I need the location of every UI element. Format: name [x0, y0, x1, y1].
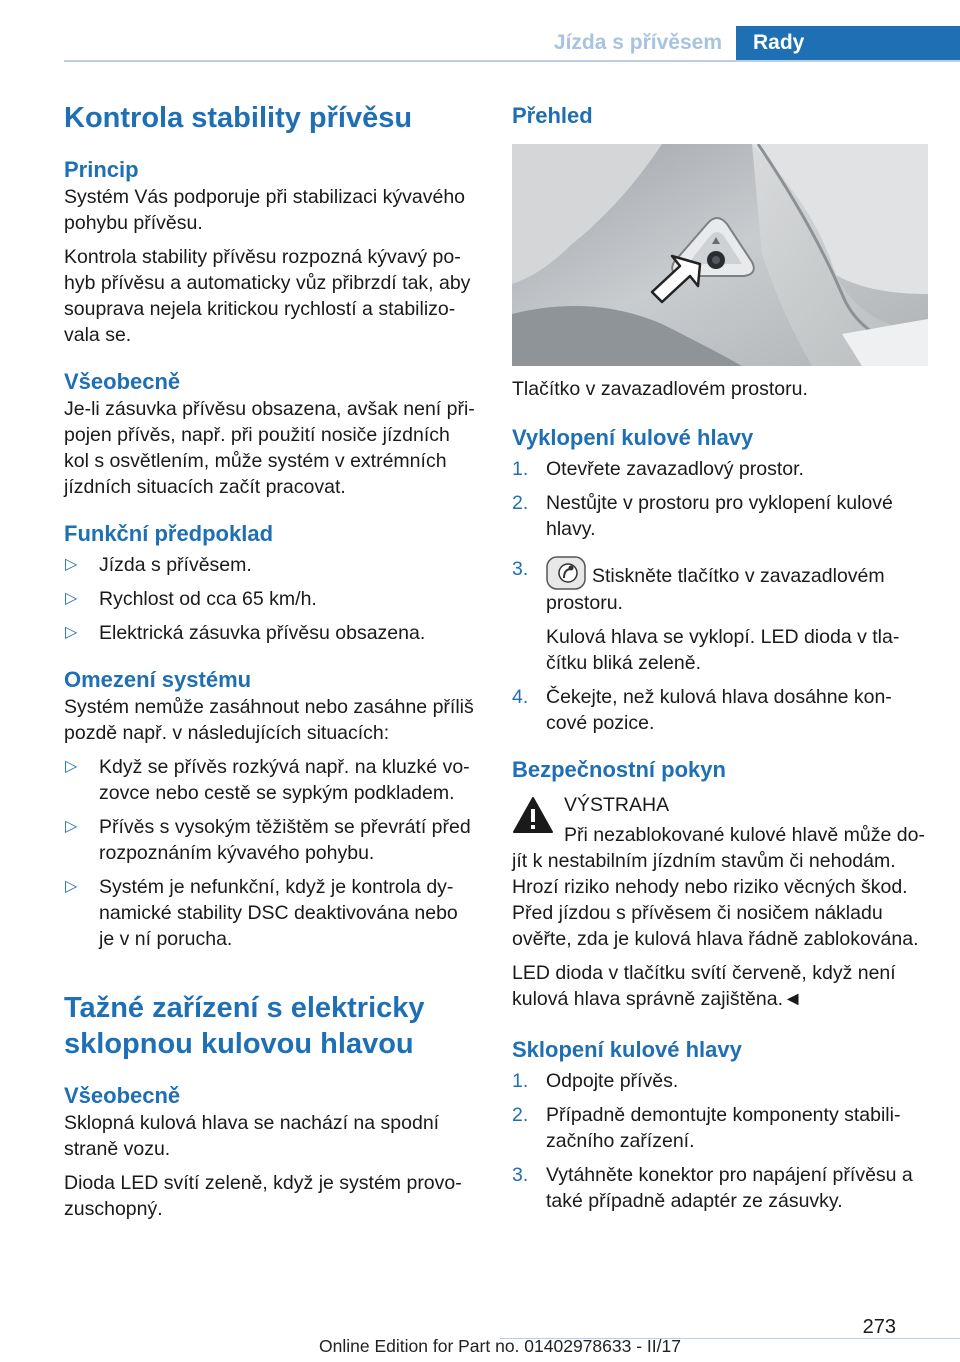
heading-principle: Princip	[64, 157, 139, 182]
list-item: ▷ Když se přívěs rozkývá např. na kluzké vo‐ zovce nebo cestě se sypkým podkladem.	[65, 756, 470, 804]
list-item: 4. Čekejte, než kulová hlava dosáhne kon‐ cové pozice.	[512, 686, 892, 734]
right-column	[512, 100, 928, 1214]
list-item: ▷ Rychlost od cca 65 km/h.	[65, 588, 317, 610]
retract-steps-list	[512, 1068, 928, 1214]
triangle-bullet-icon: ▷	[65, 758, 78, 775]
triangle-bullet-icon: ▷	[65, 818, 78, 835]
warning-triangle-icon	[512, 796, 554, 839]
list-item: ▷ Jízda s přívěsem.	[65, 554, 252, 576]
triangle-bullet-icon: ▷	[65, 556, 78, 573]
figure-caption: Tlačítko v zavazadlovém prostoru.	[512, 378, 808, 400]
list-item: 1. Odpojte přívěs.	[512, 1070, 679, 1092]
heading-prerequisite: Funkční předpoklad	[64, 521, 274, 546]
triangle-bullet-icon: ▷	[65, 590, 78, 607]
heading-general: Všeobecně	[64, 369, 181, 394]
hitch-general-text-1: Sklopná kulová hlava se nachází na spodní straně vozu.	[64, 1112, 440, 1160]
general-text-1: Je-li zásuvka přívěsu obsazena, avšak není při‐ pojen přívěs, např. při použití nosiče jízdních kol s osvětlením, může systém v extrémních jízdních situacích začít pracovat.	[64, 398, 475, 498]
limits-text-1: Systém nemůže zasáhnout nebo zasáhne příliš pozdě např. v následujících situacích:	[64, 696, 474, 744]
extend-steps-list	[512, 456, 928, 736]
principle-text-2: Kontrola stability přívěsu rozpozná kývavý po‐ hyb přívěsu a automaticky vůz přibrzdí tak, aby souprava nejela kritickou rychlostí a stabilizo‐ vala se.	[64, 246, 471, 346]
warning-text: jít k nestabilním jízdním stavům či nehodám. Hrozí riziko nehody nebo riziko věcných škod. Před jízdou s přívěsem či nosičem nákladu ověřte, zda je kulová hlava řádně zablokována.	[512, 850, 919, 950]
triangle-bullet-icon: ▷	[65, 878, 78, 895]
list-item: ▷ Přívěs s vysokým těžištěm se převrátí před rozpoznáním kývavého pohybu.	[65, 816, 471, 864]
list-item: ▷ Systém je nefunkční, když je kontrola dy‐ namické stability DSC deaktivována nebo je v ní porucha.	[65, 876, 458, 950]
triangle-bullet-icon: ▷	[65, 624, 78, 641]
limits-list	[64, 754, 478, 952]
warning-label: VÝSTRAHA	[564, 794, 670, 816]
hitch-general-text-2: Dioda LED svítí zeleně, když je systém provo‐ zuschopný.	[64, 1172, 462, 1220]
heading-safety-note: Bezpečnostní pokyn	[512, 757, 726, 782]
prerequisite-list	[64, 552, 478, 646]
section-title-trailer-stability: Kontrola stability přívěsu	[64, 102, 413, 134]
towbar-button-icon	[546, 556, 586, 590]
header-divider	[64, 60, 960, 62]
trunk-button-illustration	[512, 144, 928, 366]
list-item: 1. Otevřete zavazadlový prostor.	[512, 458, 804, 480]
safety-text-2: LED dioda v tlačítku svítí červeně, když není kulová hlava správně zajištěna.◄	[512, 962, 896, 1010]
left-column	[64, 100, 478, 1222]
principle-text-1: Systém Vás podporuje při stabilizaci kývavého pohybu přívěsu.	[64, 186, 466, 234]
heading-overview: Přehled	[512, 103, 593, 128]
heading-extend-ball-head: Vyklopení kulové hlavy	[512, 425, 754, 450]
step-3-note: Kulová hlava se vyklopí. LED dioda v tla‐ čítku bliká zeleně.	[546, 626, 900, 674]
trunk-button-figure	[512, 144, 928, 366]
heading-hitch-general: Všeobecně	[64, 1083, 181, 1108]
header-section-title: Jízda s přívěsem	[553, 31, 722, 54]
list-item: 3. Stiskněte tlačítko v zavazadlovém prostoru. Kulová hlava se vyklopí. LED dioda v tla‐ čítku bliká zeleně.	[512, 556, 928, 676]
list-item: ▷ Elektrická zásuvka přívěsu obsazena.	[65, 622, 426, 644]
page-number: 273	[862, 1316, 896, 1338]
warning-text-first-line: Při nezablokované kulové hlavě může do‐	[564, 824, 925, 846]
footer-edition: Online Edition for Part no. 01402978633 - II/17	[319, 1336, 681, 1356]
heading-system-limits: Omezení systému	[64, 667, 252, 692]
list-item: 2. Nestůjte v prostoru pro vyklopení kulové hlavy.	[512, 492, 893, 540]
header-tab-rady[interactable]: Rady	[736, 26, 960, 62]
list-item: 3. Vytáhněte konektor pro napájení přívěsu a také případně adaptér ze zásuvky.	[512, 1164, 913, 1212]
heading-retract-ball-head: Sklopení kulové hlavy	[512, 1037, 742, 1062]
list-item: 2. Případně demontujte komponenty stabili‐ začního zařízení.	[512, 1104, 901, 1152]
section-title-tow-hitch: Tažné zařízení s elektricky sklopnou kulovou hlavou	[64, 992, 425, 1060]
warning-block	[512, 792, 928, 848]
